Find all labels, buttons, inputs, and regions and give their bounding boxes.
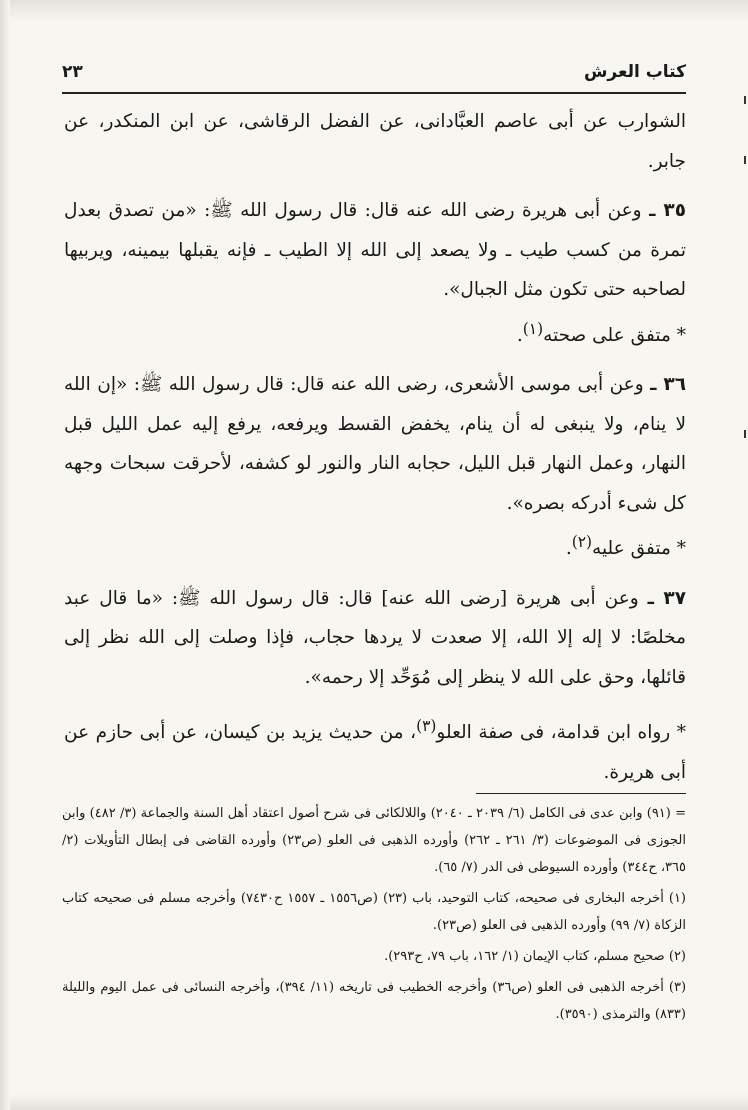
hadith-number: ٣٥ ـ bbox=[649, 200, 686, 221]
grading-35 bbox=[64, 310, 686, 356]
footnote-ref[interactable]: (٢) bbox=[571, 533, 593, 552]
grading-text-cont: ، من حديث يزيد بن كيسان، عن أبى حازم عن أبى هريرة. bbox=[64, 722, 686, 783]
hadith-text: وعن أبى هريرة [رضى الله عنه] قال: قال رسول الله ﷺ: «ما قال عبد مخلصًا: لا إله إلا الله، إلا صعدت لا يردها حجاب، فإذا وصلت إلى الله نظر إلى قائلها، وحق على الله لا ينظر إلى مُوَحِّد إلا رحمه». bbox=[64, 587, 686, 688]
grading-text: * رواه ابن قدامة، فى صفة العلو bbox=[436, 722, 686, 744]
header-rule bbox=[62, 92, 686, 94]
page-header bbox=[62, 62, 686, 88]
hadith-35 bbox=[64, 191, 686, 310]
page-top-edge bbox=[0, 0, 748, 22]
running-title: كتاب العرش bbox=[583, 62, 686, 82]
paragraph-continuation: الشوارب عن أبى عاصم العبَّادانى، عن الفضل الرقاشى، عن ابن المنكدر، عن جابر. bbox=[64, 111, 686, 172]
hadith-text: وعن أبى موسى الأشعرى، رضى الله عنه قال: قال رسول الله ﷺ: «إن الله لا ينام، ولا ينبغى له أن ينام، يخفض القسط ويرفعه، يرفع إليه عمل الليل قبل النهار، وعمل النهار قبل الليل، حجابه النار والنور لو كشفه، لأحرقت سبحات وجهه كل شىء أدركه بصره». bbox=[64, 374, 686, 514]
margin-mark bbox=[744, 156, 746, 164]
page-bottom-edge bbox=[0, 1094, 748, 1110]
footnote-3: (٣) أخرجه الذهبى فى العلو (ص٣٦) وأخرجه الخطيب فى تاريخه (١١/ ٣٩٤)، وأخرجه النسائى فى عمل اليوم والليلة (٨٣٣) والترمذى (٣٥٩٠). bbox=[62, 980, 687, 1022]
grading-end: . bbox=[516, 324, 523, 346]
grading-text: * متفق عليه bbox=[592, 538, 686, 560]
grading-36 bbox=[64, 523, 686, 569]
footnote-rule bbox=[476, 793, 686, 794]
hadith-37 bbox=[64, 579, 686, 698]
footnote-ref[interactable]: (١) bbox=[522, 319, 544, 338]
grading-37 bbox=[64, 707, 686, 792]
hadith-text: وعن أبى هريرة رضى الله عنه قال: قال رسول الله ﷺ: «من تصدق بعدل تمرة من كسب طيب ـ ولا يصعد إلى الله إلا الطيب ـ فإنه يقبلها بيمينه، ويربيها لصاحبه حتى تكون مثل الجبال». bbox=[64, 200, 686, 300]
footnotes bbox=[62, 800, 686, 1032]
page-number: ٢٣ bbox=[62, 62, 83, 82]
footnote-ref[interactable]: (٣) bbox=[416, 717, 437, 736]
hadith-number: ٣٧ ـ bbox=[647, 587, 687, 609]
footnote-2: (٢) صحيح مسلم، كتاب الإيمان (١/ ١٦٢، باب ٧٩، ح٢٩٣). bbox=[384, 949, 686, 964]
page-left-edge bbox=[0, 0, 10, 1110]
footnote-continuation: = (٩١) وابن عدى فى الكامل (٦/ ٢٠٣٩ ـ ٢٠٤٠) واللالكائى فى شرح أصول اعتقاد أهل السنة والجماعة (٣/ ٤٨٢) وابن الجوزى فى الموضوعات (٣/ ٢٦١ ـ ٢٦٢) وأورده الذهبى فى العلو (ص٢٣) وأورده القاضى فى إبطال التأويلات (٢/ ٣٦٥، ح٣٤٤) وأورده السيوطى فى الدر (٧/ ٦٥). bbox=[62, 806, 687, 875]
grading-end: . bbox=[565, 538, 572, 560]
margin-mark bbox=[744, 430, 746, 438]
margin-mark bbox=[744, 96, 746, 104]
hadith-number: ٣٦ ـ bbox=[650, 374, 686, 396]
grading-text: * متفق على صحته bbox=[543, 324, 686, 346]
hadith-36 bbox=[64, 365, 686, 523]
footnote-1: (١) أخرجه البخارى فى صحيحه، كتاب التوحيد، باب (٢٣) (ص١٥٥٦ ـ ١٥٥٧ ح٧٤٣٠) وأخرجه مسلم فى صحيحه كتاب الزكاة (٧/ ٩٩) وأورده الذهبى فى العلو (ص٢٣). bbox=[62, 891, 686, 933]
main-text bbox=[64, 102, 686, 792]
